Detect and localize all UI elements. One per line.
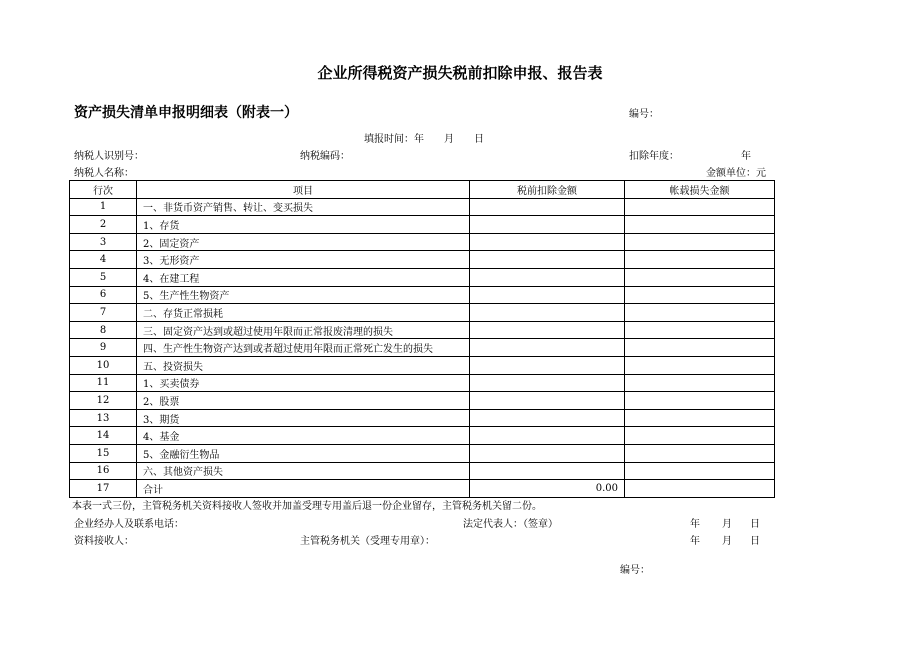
row-item: 合计: [137, 480, 470, 498]
row-deduct-amount: [470, 374, 625, 392]
date-year-1: 年: [690, 519, 700, 530]
row-number: 17: [70, 480, 137, 498]
table-row: [70, 198, 775, 216]
row-item: 2、股票: [137, 392, 470, 410]
row-number: 10: [70, 356, 137, 374]
table-row: [70, 321, 775, 339]
row-number: 12: [70, 392, 137, 410]
row-deduct-amount: [470, 304, 625, 322]
row-number: 11: [70, 374, 137, 392]
tax-authority-label: 主管税务机关（受理专用章）：: [300, 536, 435, 547]
col-header-item: 项目: [137, 181, 470, 199]
fill-time: 填报时间：年 月 日: [364, 134, 484, 145]
footer-note: 本表一式三份，主管税务机关资料接收人签收并加盖受理专用盖后退一份企业留存，主管税务机关留二份。: [72, 501, 542, 512]
row-item: 五、投资损失: [137, 356, 470, 374]
row-deduct-amount: [470, 321, 625, 339]
col-header-row-no: 行次: [70, 181, 137, 199]
row-deduct-amount: [470, 409, 625, 427]
row-item: 5、金融衍生物品: [137, 444, 470, 462]
row-deduct-amount: [470, 251, 625, 269]
row-book-loss: [625, 444, 775, 462]
table-row: [70, 233, 775, 251]
row-deduct-amount: 0.00: [470, 480, 625, 498]
amount-unit: 金额单位：元: [706, 168, 766, 179]
date-month-1: 月: [722, 519, 732, 530]
table-row: [70, 409, 775, 427]
row-item: 四、生产性生物资产达到或者超过使用年限而正常死亡发生的损失: [137, 339, 470, 357]
table-row: [70, 339, 775, 357]
row-item: 5、生产性生物资产: [137, 286, 470, 304]
row-book-loss: [625, 216, 775, 234]
row-item: 1、买卖债券: [137, 374, 470, 392]
row-book-loss: [625, 233, 775, 251]
row-item: 二、存货正常损耗: [137, 304, 470, 322]
row-book-loss: [625, 462, 775, 480]
row-item: 三、固定资产达到或超过使用年限而正常报废清理的损失: [137, 321, 470, 339]
deduction-year-unit: 年: [741, 151, 751, 162]
row-book-loss: [625, 304, 775, 322]
row-number: 16: [70, 462, 137, 480]
row-item: 4、在建工程: [137, 268, 470, 286]
row-item: 4、基金: [137, 427, 470, 445]
row-deduct-amount: [470, 216, 625, 234]
row-number: 14: [70, 427, 137, 445]
serial-label-bottom: 编号：: [620, 565, 650, 576]
row-book-loss: [625, 356, 775, 374]
row-deduct-amount: [470, 427, 625, 445]
row-number: 7: [70, 304, 137, 322]
table-row: [70, 251, 775, 269]
row-number: 3: [70, 233, 137, 251]
date-day-2: 日: [750, 536, 760, 547]
row-deduct-amount: [470, 444, 625, 462]
form-subtitle: 资产损失清单申报明细表（附表一）: [74, 105, 298, 121]
handler-label: 企业经办人及联系电话：: [74, 519, 184, 530]
table-row: [70, 268, 775, 286]
row-number: 9: [70, 339, 137, 357]
table-row: [70, 304, 775, 322]
form-title: 企业所得税资产损失税前扣除申报、报告表: [317, 64, 603, 82]
deduction-year-label: 扣除年度：: [629, 151, 679, 162]
row-deduct-amount: [470, 462, 625, 480]
table-header-row: [70, 181, 775, 199]
row-item: 3、无形资产: [137, 251, 470, 269]
row-item: 3、期货: [137, 409, 470, 427]
row-deduct-amount: [470, 339, 625, 357]
row-deduct-amount: [470, 392, 625, 410]
table-row: [70, 480, 775, 498]
row-deduct-amount: [470, 356, 625, 374]
row-item: 六、其他资产损失: [137, 462, 470, 480]
loss-detail-table: [69, 180, 775, 498]
row-book-loss: [625, 321, 775, 339]
serial-label-top: 编号：: [629, 109, 659, 120]
row-book-loss: [625, 427, 775, 445]
row-book-loss: [625, 480, 775, 498]
row-number: 13: [70, 409, 137, 427]
table-row: [70, 444, 775, 462]
row-book-loss: [625, 374, 775, 392]
row-book-loss: [625, 268, 775, 286]
row-book-loss: [625, 286, 775, 304]
row-deduct-amount: [470, 286, 625, 304]
table-row: [70, 462, 775, 480]
receiver-label: 资料接收人：: [74, 536, 134, 547]
row-item: 1、存货: [137, 216, 470, 234]
col-header-deduct-amount: 税前扣除金额: [470, 181, 625, 199]
row-number: 15: [70, 444, 137, 462]
date-month-2: 月: [722, 536, 732, 547]
table-row: [70, 427, 775, 445]
table-row: [70, 286, 775, 304]
row-item: 2、固定资产: [137, 233, 470, 251]
date-day-1: 日: [750, 519, 760, 530]
row-book-loss: [625, 251, 775, 269]
legal-rep-label: 法定代表人：（签章）: [463, 519, 558, 530]
row-book-loss: [625, 392, 775, 410]
table-row: [70, 374, 775, 392]
row-number: 1: [70, 198, 137, 216]
row-deduct-amount: [470, 268, 625, 286]
col-header-book-loss: 帐载损失金额: [625, 181, 775, 199]
table-row: [70, 216, 775, 234]
table-row: [70, 356, 775, 374]
row-item: 一、非货币资产销售、转让、变买损失: [137, 198, 470, 216]
row-number: 8: [70, 321, 137, 339]
row-deduct-amount: [470, 233, 625, 251]
date-year-2: 年: [690, 536, 700, 547]
row-book-loss: [625, 339, 775, 357]
row-number: 4: [70, 251, 137, 269]
row-number: 5: [70, 268, 137, 286]
table-row: [70, 392, 775, 410]
taxpayer-name-label: 纳税人名称：: [74, 168, 134, 179]
taxpayer-id-label: 纳税人识别号：: [74, 151, 144, 162]
row-number: 2: [70, 216, 137, 234]
row-book-loss: [625, 198, 775, 216]
row-book-loss: [625, 409, 775, 427]
row-number: 6: [70, 286, 137, 304]
row-deduct-amount: [470, 198, 625, 216]
tax-code-label: 纳税编码：: [300, 151, 350, 162]
